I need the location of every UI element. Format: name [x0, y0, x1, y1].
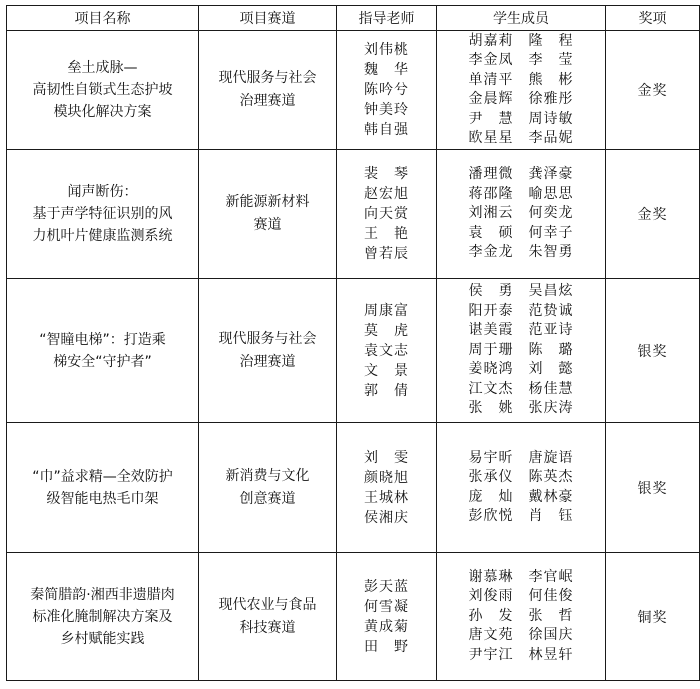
advisor-name: 莫 虎 [364, 322, 409, 339]
advisor-name: 黄成菊 [364, 618, 409, 635]
student-pair: 尹 慧 周诗敏 [468, 110, 574, 127]
advisor-name: 魏 华 [364, 62, 409, 78]
advisor-name: 钟美玲 [364, 102, 409, 118]
track-line: 新消费与文化 [225, 467, 310, 484]
advisor-name: 向天赏 [364, 206, 409, 222]
advisors-cell [337, 31, 437, 150]
header-advisors: 指导老师 [337, 6, 437, 31]
project-name-line: 级智能电热毛巾架 [46, 490, 159, 507]
table-row [7, 150, 700, 279]
project-name-line: 标准化腌制解决方案及 [32, 608, 173, 625]
student-pair: 欧星星 李品妮 [468, 130, 574, 146]
student-pair: 刘湘云 何奕龙 [468, 205, 574, 222]
student-pair: 孙 发 张 哲 [468, 607, 574, 624]
advisor-name: 王 艳 [364, 226, 409, 242]
track-line: 新能源新材料 [225, 194, 310, 210]
student-pair: 张 姚 张庆涛 [468, 400, 574, 417]
award-cell: 银奖 [606, 423, 700, 553]
page [6, 5, 700, 681]
student-pair: 蒋邵隆 喻思思 [468, 185, 574, 202]
header-award: 奖项 [606, 6, 700, 31]
project-name-line: 闻声断伤： [67, 184, 138, 200]
advisor-name: 王城林 [364, 489, 409, 506]
advisor-name: 田 野 [364, 638, 409, 655]
project-name-line: 秦简腊韵·湘西非遗腊肉 [30, 586, 175, 603]
student-pair: 李金凤 李 莹 [468, 52, 574, 68]
advisor-name: 刘伟桃 [364, 42, 409, 58]
awards-table [6, 5, 700, 681]
project-name-cell [7, 423, 199, 553]
students-cell [437, 553, 606, 681]
advisor-name: 侯湘庆 [364, 509, 409, 526]
advisors-cell [337, 279, 437, 423]
track-line: 治理赛道 [239, 353, 296, 370]
student-pair: 庞 灿 戴林豪 [468, 488, 574, 505]
advisors-cell [337, 423, 437, 553]
table-row [7, 553, 700, 681]
project-name-cell [7, 553, 199, 681]
project-track-cell [199, 279, 337, 423]
project-track-cell [199, 150, 337, 279]
advisor-name: 裴 琴 [364, 166, 409, 182]
student-pair: 胡嘉莉 隆 程 [468, 32, 574, 49]
student-pair: 谢慕琳 李官岷 [468, 568, 574, 585]
advisor-name: 何雪凝 [364, 598, 409, 615]
students-cell [437, 31, 606, 150]
advisor-name: 郭 倩 [364, 382, 409, 399]
student-pair: 单清平 熊 彬 [468, 71, 574, 88]
header-row [7, 6, 700, 31]
student-pair: 李金龙 朱智勇 [468, 244, 574, 261]
student-pair: 周于珊 陈 璐 [468, 341, 574, 358]
student-pair: 易宇昕 唐旋语 [468, 449, 574, 466]
track-line: 创意赛道 [239, 490, 296, 507]
student-pair: 江文杰 杨佳慧 [468, 380, 574, 397]
award-cell: 金奖 [606, 31, 700, 150]
student-pair: 唐文苑 徐国庆 [468, 627, 574, 644]
track-line: 治理赛道 [239, 93, 296, 109]
project-name-cell [7, 31, 199, 150]
advisor-name: 韩自强 [364, 122, 409, 138]
header-students: 学生成员 [437, 6, 606, 31]
project-name-line: 力机叶片健康监测系统 [32, 228, 173, 244]
student-pair: 彭欣悦 肖 钰 [468, 508, 574, 524]
students-cell [437, 279, 606, 423]
track-line: 赛道 [253, 217, 282, 233]
advisors-cell [337, 150, 437, 279]
advisor-name: 赵宏旭 [364, 186, 409, 202]
student-pair: 袁 硕 何幸子 [468, 224, 574, 241]
award-cell: 铜奖 [606, 553, 700, 681]
award-cell: 银奖 [606, 279, 700, 423]
student-pair: 阳开泰 范贽诚 [468, 302, 574, 319]
advisor-name: 刘 雯 [364, 449, 409, 466]
track-line: 现代农业与食品 [218, 596, 317, 613]
student-pair: 刘俊雨 何佳俊 [468, 588, 574, 605]
track-line: 现代服务与社会 [218, 70, 317, 86]
student-pair: 潘理微 龚泽豪 [468, 166, 574, 183]
advisor-name: 曾若辰 [364, 246, 409, 262]
students-cell [437, 150, 606, 279]
student-pair: 张承仪 陈英杰 [468, 469, 574, 485]
project-name-cell [7, 150, 199, 279]
student-pair: 金晨辉 徐雅彤 [468, 91, 574, 107]
project-name-line: 乡村赋能实践 [60, 630, 145, 647]
project-name-line: 基于声学特征识别的风 [32, 206, 173, 222]
header-project-name: 项目名称 [7, 6, 199, 31]
track-line: 现代服务与社会 [218, 330, 317, 347]
student-pair: 姜晓鸿 刘 懿 [468, 361, 574, 378]
project-name-line: 模块化解决方案 [53, 104, 152, 120]
project-name-line: 高韧性自锁式生态护坡 [32, 82, 173, 98]
project-name-line: 梯安全“守护者” [53, 353, 152, 370]
project-name-line: “巾”益求精—全效防护 [32, 468, 173, 485]
advisor-name: 陈吟兮 [364, 82, 409, 98]
project-name-line: 垒土成脉— [67, 60, 138, 76]
student-pair: 尹宇江 林昱轩 [468, 646, 574, 663]
header-project-track: 项目赛道 [199, 6, 337, 31]
advisors-cell [337, 553, 437, 681]
students-cell [437, 423, 606, 553]
advisor-name: 彭天蓝 [364, 578, 409, 595]
advisor-name: 袁文志 [364, 342, 409, 359]
project-name-cell [7, 279, 199, 423]
project-track-cell [199, 31, 337, 150]
advisor-name: 文 景 [364, 362, 409, 379]
table-row [7, 423, 700, 553]
table-row [7, 31, 700, 150]
project-track-cell [199, 553, 337, 681]
project-track-cell [199, 423, 337, 553]
award-cell: 金奖 [606, 150, 700, 279]
student-pair: 谌美霞 范亚诗 [468, 322, 574, 339]
track-line: 科技赛道 [239, 619, 296, 636]
table-row [7, 279, 700, 423]
student-pair: 侯 勇 吴昌炫 [468, 283, 574, 300]
advisor-name: 周康富 [364, 302, 409, 319]
project-name-line: “智瞳电梯”：打造乘 [39, 331, 166, 348]
advisor-name: 颜晓旭 [364, 469, 409, 486]
